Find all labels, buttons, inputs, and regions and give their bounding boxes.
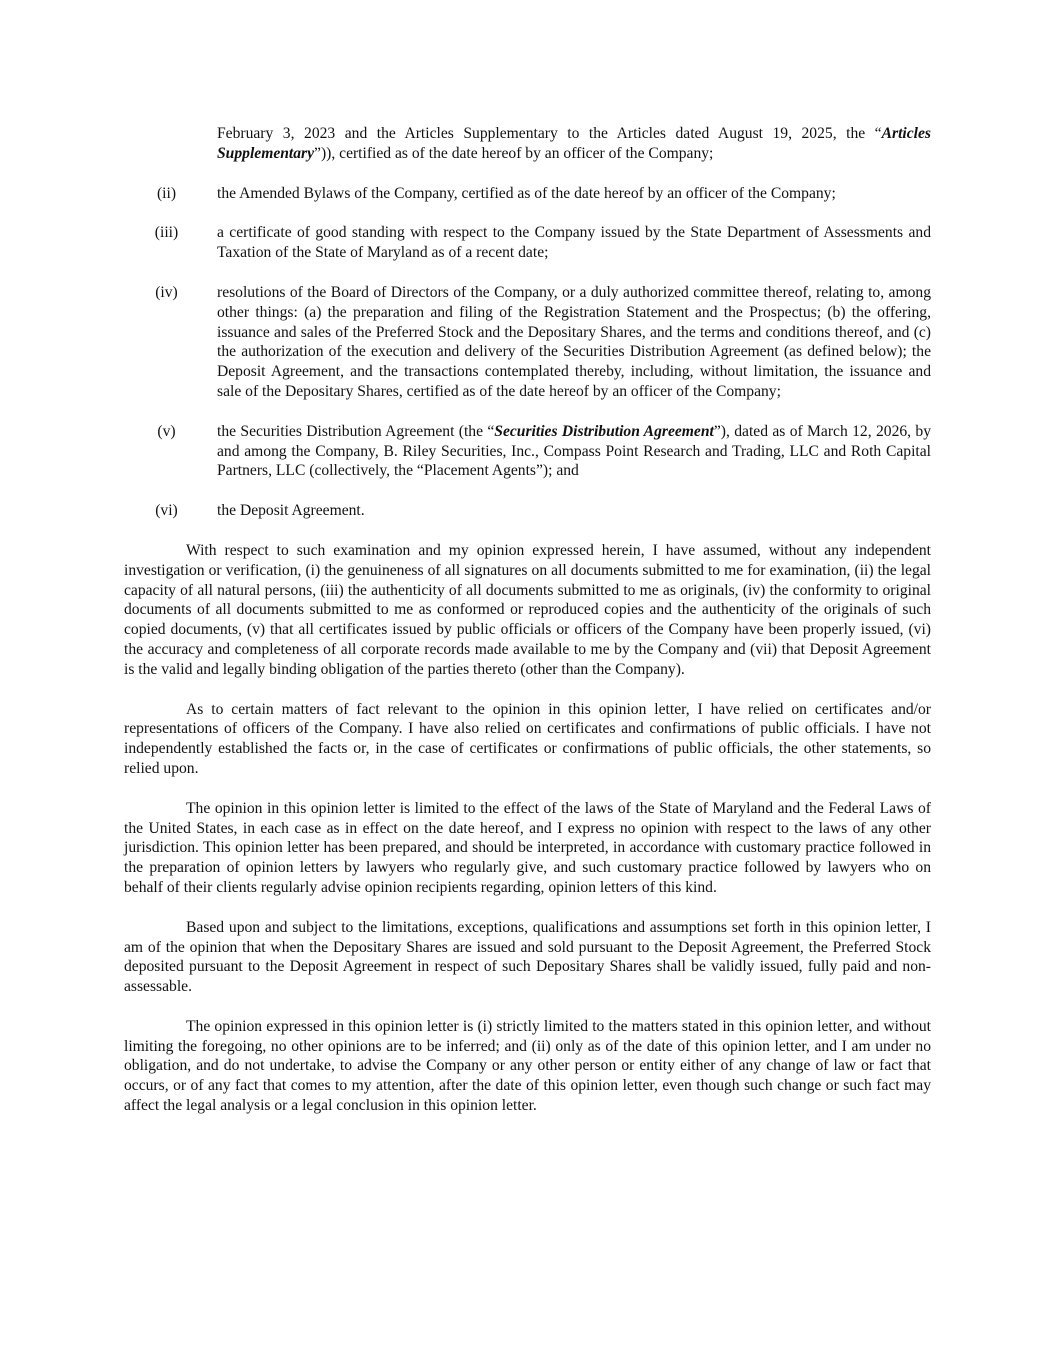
list-item-v: [124, 422, 931, 481]
list-number: (iv): [155, 283, 178, 301]
list-item-iv: [124, 283, 931, 402]
continuation-text-end: ”)), certified as of the date hereof by an officer of the Company;: [314, 144, 714, 162]
continuation-text-start: February 3, 2023 and the Articles Supplementary to the Articles dated August 19, 2025, the “: [217, 125, 882, 142]
paragraph-reliance: As to certain matters of fact relevant to the opinion in this opinion letter, I have relied on certificates and/or representations of officers of the Company. I have also relied on certificates and confirmations of public officials. I have not independently established the facts or, in the case of certificates or confirmations of public officials, the other statements, so relied upon.: [124, 700, 931, 777]
paragraph-limitations: The opinion expressed in this opinion letter is (i) strictly limited to the matters stated in this opinion letter, and without limiting the foregoing, no other opinions are to be inferred; and (ii) only as of the date of this opinion letter, and I am under no obligation, and do not undertake, to advise the Company or any other person or entity either of any change of law or fact that occurs, or of any fact that comes to my attention, after the date of this opinion letter, even though such change or such fact may affect the legal analysis or a legal conclusion in this opinion letter.: [124, 1017, 931, 1115]
list-text: the Deposit Agreement.: [217, 502, 365, 520]
list-text-end: ”), dated as of March 12, 2026, by and among the Company, B. Riley Securities, Inc., Compass Point Research and Trading, LLC and Roth Capital Partners, LLC (collectively, the “Placement Agents”); and: [217, 422, 932, 480]
paragraph-assumptions: With respect to such examination and my opinion expressed herein, I have assumed, without any independent investigation or verification, (i) the genuineness of all signatures on all documents submitted to me for examination, (ii) the legal capacity of all natural persons, (iii) the authenticity of all documents submitted to me as originals, (iv) the conformity to original documents of all documents submitted to me as conformed or reproduced copies and the authenticity of the originals of such copied documents, (v) that all certificates issued by public officials or officers of the Company have been properly issued, (vi) the accuracy and completeness of all corporate records made available to me by the Company and (vii) that Deposit Agreement is the valid and legally binding obligation of the parties thereto (other than the Company).: [124, 541, 931, 678]
list-text: resolutions of the Board of Directors of the Company, or a duly authorized committee thereof, relating to, among other things: (a) the preparation and filing of the Registration Statement and the Prospectus; (b) the offering, issuance and sales of the Preferred Stock and the Depositary Shares, and the terms and conditions thereof, and (c) the authorization of the execution and delivery of the Securities Distribution Agreement (as defined below); the Deposit Agreement, and the transactions contemplated thereby, including, without limitation, the issuance and sale of the Depositary Shares, certified as of the date hereof by an officer of the Company;: [217, 283, 931, 400]
list-number: (ii): [156, 184, 177, 202]
list-item-ii: [124, 184, 931, 204]
list-item-iii: [124, 223, 931, 263]
paragraph-jurisdiction: The opinion in this opinion letter is limited to the effect of the laws of the State of Maryland and the Federal Laws of the United States, in each case as in effect on the date hereof, and I express no opinion with respect to the laws of any other jurisdiction. This opinion letter has been prepared, and should be interpreted, in accordance with customary practice followed in the preparation of opinion letters by lawyers who regularly give, and such customary practice followed by lawyers who on behalf of their clients regularly advise opinion recipients regarding, opinion letters of this kind.: [124, 799, 931, 896]
list-text: a certificate of good standing with respect to the Company issued by the State Department of Assessments and Taxation of the State of Maryland as of a recent date;: [217, 224, 931, 262]
defined-term-articles-supplementary: Articles Supplementary: [217, 125, 931, 162]
list-item-vi: [124, 501, 931, 521]
list-text: [217, 422, 931, 481]
paragraph-opinion: Based upon and subject to the limitations, exceptions, qualifications and assumptions set forth in this opinion letter, I am of the opinion that when the Depositary Shares are issued and sold pursuant to the Deposit Agreement, the Preferred Stock deposited pursuant to the Deposit Agreement in respect of such Depositary Shares shall be validly issued, fully paid and non-assessable.: [124, 918, 931, 996]
list-number: (vi): [155, 502, 178, 520]
list-number: (iii): [154, 224, 179, 242]
list-item-continuation: [217, 124, 931, 164]
list-text: the Amended Bylaws of the Company, certified as of the date hereof by an officer of the Company;: [217, 184, 836, 202]
list-text-start: the Securities Distribution Agreement (the “: [217, 422, 495, 440]
list-number: (v): [157, 422, 176, 440]
defined-term-securities-distribution-agreement: Securities Distribution Agreement: [494, 422, 714, 440]
